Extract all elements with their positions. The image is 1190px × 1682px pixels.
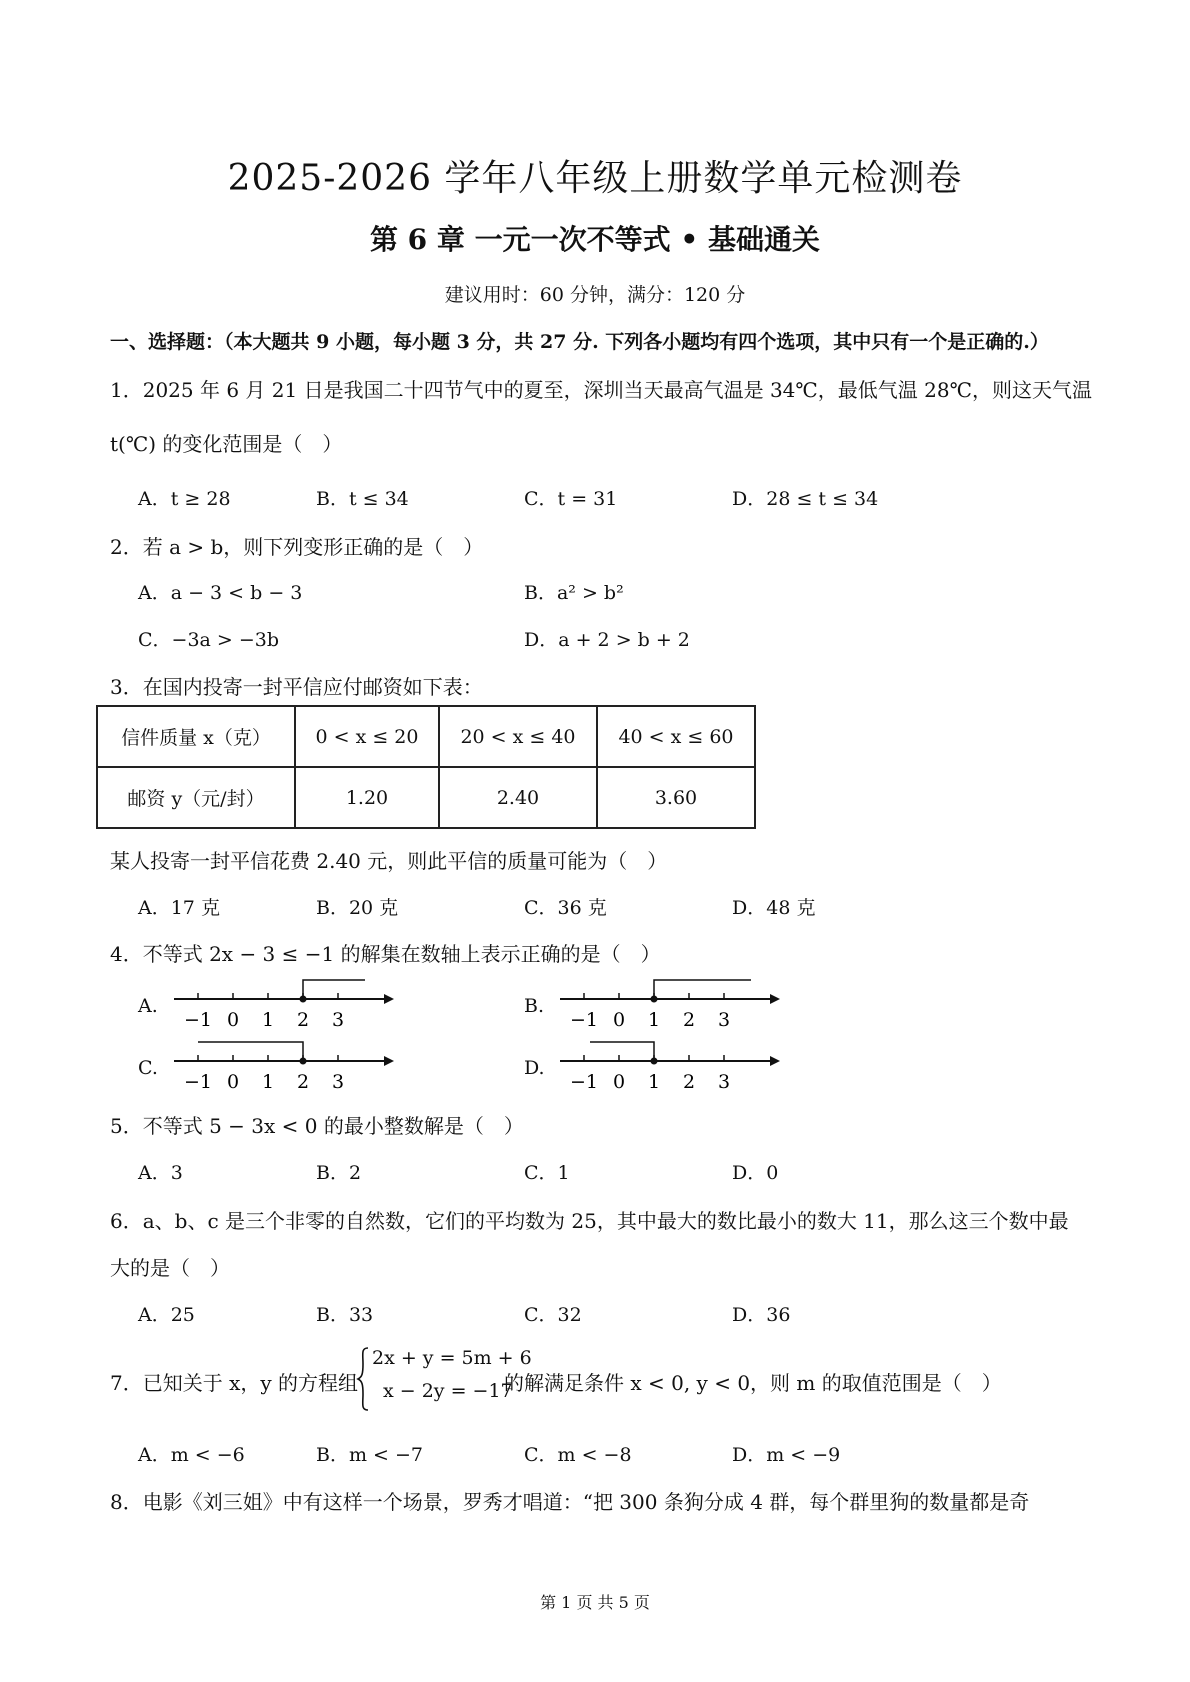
tick-label: 2 xyxy=(296,1009,310,1031)
tick-label: 2 xyxy=(296,1071,310,1093)
tick-label: 0 xyxy=(612,1009,626,1031)
q7-stem-before: 7．已知关于 x，y 的方程组 xyxy=(110,1371,359,1395)
q7-option-a: A．m < −6 xyxy=(138,1444,245,1466)
q8-stem-line1: 8．电影《刘三姐》中有这样一个场景，罗秀才唱道：“把 300 条狗分成 4 群，每个群里狗的数量都是奇 xyxy=(110,1490,1030,1514)
tick-label: −1 xyxy=(569,1009,599,1031)
tick-label: 1 xyxy=(261,1009,275,1031)
table-cell: 40 < x ≤ 60 xyxy=(597,706,755,767)
q3-option-a: A．17 克 xyxy=(138,897,220,919)
q6-option-a: A．25 xyxy=(138,1304,195,1326)
q1-option-a: A．t ≥ 28 xyxy=(138,488,231,510)
q7-option-d: D．m < −9 xyxy=(732,1444,841,1466)
tick-label: 3 xyxy=(717,1071,731,1093)
table-cell: 信件质量 x（克） xyxy=(97,706,295,767)
q4-option-c-letter: C. xyxy=(138,1057,158,1079)
q4-option-d-letter: D. xyxy=(524,1057,545,1079)
q6-option-c: C．32 xyxy=(524,1304,582,1326)
q6-stem-line2: 大的是（ ） xyxy=(110,1256,230,1280)
table-cell: 2.40 xyxy=(439,767,597,828)
tick-label: 0 xyxy=(612,1071,626,1093)
q4-stem: 4．不等式 2x − 3 ≤ −1 的解集在数轴上表示正确的是（ ） xyxy=(110,942,661,966)
number-line-d xyxy=(556,1037,781,1097)
tick-label: 3 xyxy=(331,1009,345,1031)
q2-stem: 2．若 a > b，则下列变形正确的是（ ） xyxy=(110,535,484,559)
table-cell: 邮资 y（元/封） xyxy=(97,767,295,828)
q2-option-c: C．−3a > −3b xyxy=(138,629,280,651)
page-number: 第 1 页 共 5 页 xyxy=(540,1593,650,1612)
q2-option-a: A．a − 3 < b − 3 xyxy=(138,582,303,604)
q2-option-d: D．a + 2 > b + 2 xyxy=(524,629,690,651)
q5-option-d: D．0 xyxy=(732,1162,779,1184)
equation-brace xyxy=(356,1346,370,1412)
tick-label: 1 xyxy=(647,1009,661,1031)
tick-label: 3 xyxy=(331,1071,345,1093)
tick-label: −1 xyxy=(183,1071,213,1093)
chapter-subtitle: 第 6 章 一元一次不等式 • 基础通关 xyxy=(369,223,821,256)
q7-equation-2: x − 2y = −17 xyxy=(383,1380,513,1402)
q1-option-c: C．t = 31 xyxy=(524,488,618,510)
q2-option-b: B．a² > b² xyxy=(524,582,624,604)
q6-option-d: D．36 xyxy=(732,1304,791,1326)
q1-stem-line2: t(℃) 的变化范围是（ ） xyxy=(110,432,343,456)
q6-option-b: B．33 xyxy=(316,1304,374,1326)
tick-label: 1 xyxy=(261,1071,275,1093)
postage-table xyxy=(96,705,756,829)
q6-stem-line1: 6．a、b、c 是三个非零的自然数，它们的平均数为 25，其中最大的数比最小的数大 11，那么这三个数中最 xyxy=(110,1209,1069,1233)
tick-label: 2 xyxy=(682,1071,696,1093)
section-heading: 一、选择题：（本大题共 9 小题，每小题 3 分，共 27 分. 下列各小题均有四个选项，其中只有一个是正确的.） xyxy=(110,331,1049,353)
q3-option-c: C．36 克 xyxy=(524,897,607,919)
q3-followup: 某人投寄一封平信花费 2.40 元，则此平信的质量可能为（ ） xyxy=(110,849,668,873)
number-line-a xyxy=(170,975,395,1035)
tick-label: −1 xyxy=(183,1009,213,1031)
table-cell: 1.20 xyxy=(295,767,439,828)
q7-option-c: C．m < −8 xyxy=(524,1444,632,1466)
time-info: 建议用时：60 分钟，满分：120 分 xyxy=(444,284,746,306)
q1-option-b: B．t ≤ 34 xyxy=(316,488,409,510)
table-row xyxy=(97,767,755,828)
q1-stem-line1: 1．2025 年 6 月 21 日是我国二十四节气中的夏至，深圳当天最高气温是 34℃，最低气温 28℃，则这天气温 xyxy=(110,378,1092,402)
table-cell: 3.60 xyxy=(597,767,755,828)
tick-label: 3 xyxy=(717,1009,731,1031)
number-line-b xyxy=(556,975,781,1035)
table-cell: 20 < x ≤ 40 xyxy=(439,706,597,767)
q3-option-b: B．20 克 xyxy=(316,897,399,919)
q7-equation-1: 2x + y = 5m + 6 xyxy=(372,1347,532,1369)
q4-option-a-letter: A. xyxy=(138,995,158,1017)
tick-label: 0 xyxy=(226,1009,240,1031)
tick-label: 1 xyxy=(647,1071,661,1093)
q7-option-b: B．m < −7 xyxy=(316,1444,423,1466)
exam-title: 2025-2026 学年八年级上册数学单元检测卷 xyxy=(227,158,963,199)
q5-stem: 5．不等式 5 − 3x < 0 的最小整数解是（ ） xyxy=(110,1114,524,1138)
q3-option-d: D．48 克 xyxy=(732,897,816,919)
q4-option-b-letter: B. xyxy=(524,995,545,1017)
table-row xyxy=(97,706,755,767)
q5-option-c: C．1 xyxy=(524,1162,570,1184)
q5-option-a: A．3 xyxy=(138,1162,183,1184)
q1-option-d: D．28 ≤ t ≤ 34 xyxy=(732,488,879,510)
number-line-c xyxy=(170,1037,395,1097)
tick-label: 0 xyxy=(226,1071,240,1093)
q5-option-b: B．2 xyxy=(316,1162,362,1184)
table-cell: 0 < x ≤ 20 xyxy=(295,706,439,767)
tick-label: −1 xyxy=(569,1071,599,1093)
q3-stem: 3．在国内投寄一封平信应付邮资如下表： xyxy=(110,675,483,699)
q7-stem-after: 的解满足条件 x < 0, y < 0，则 m 的取值范围是（ ） xyxy=(504,1371,1002,1395)
tick-label: 2 xyxy=(682,1009,696,1031)
